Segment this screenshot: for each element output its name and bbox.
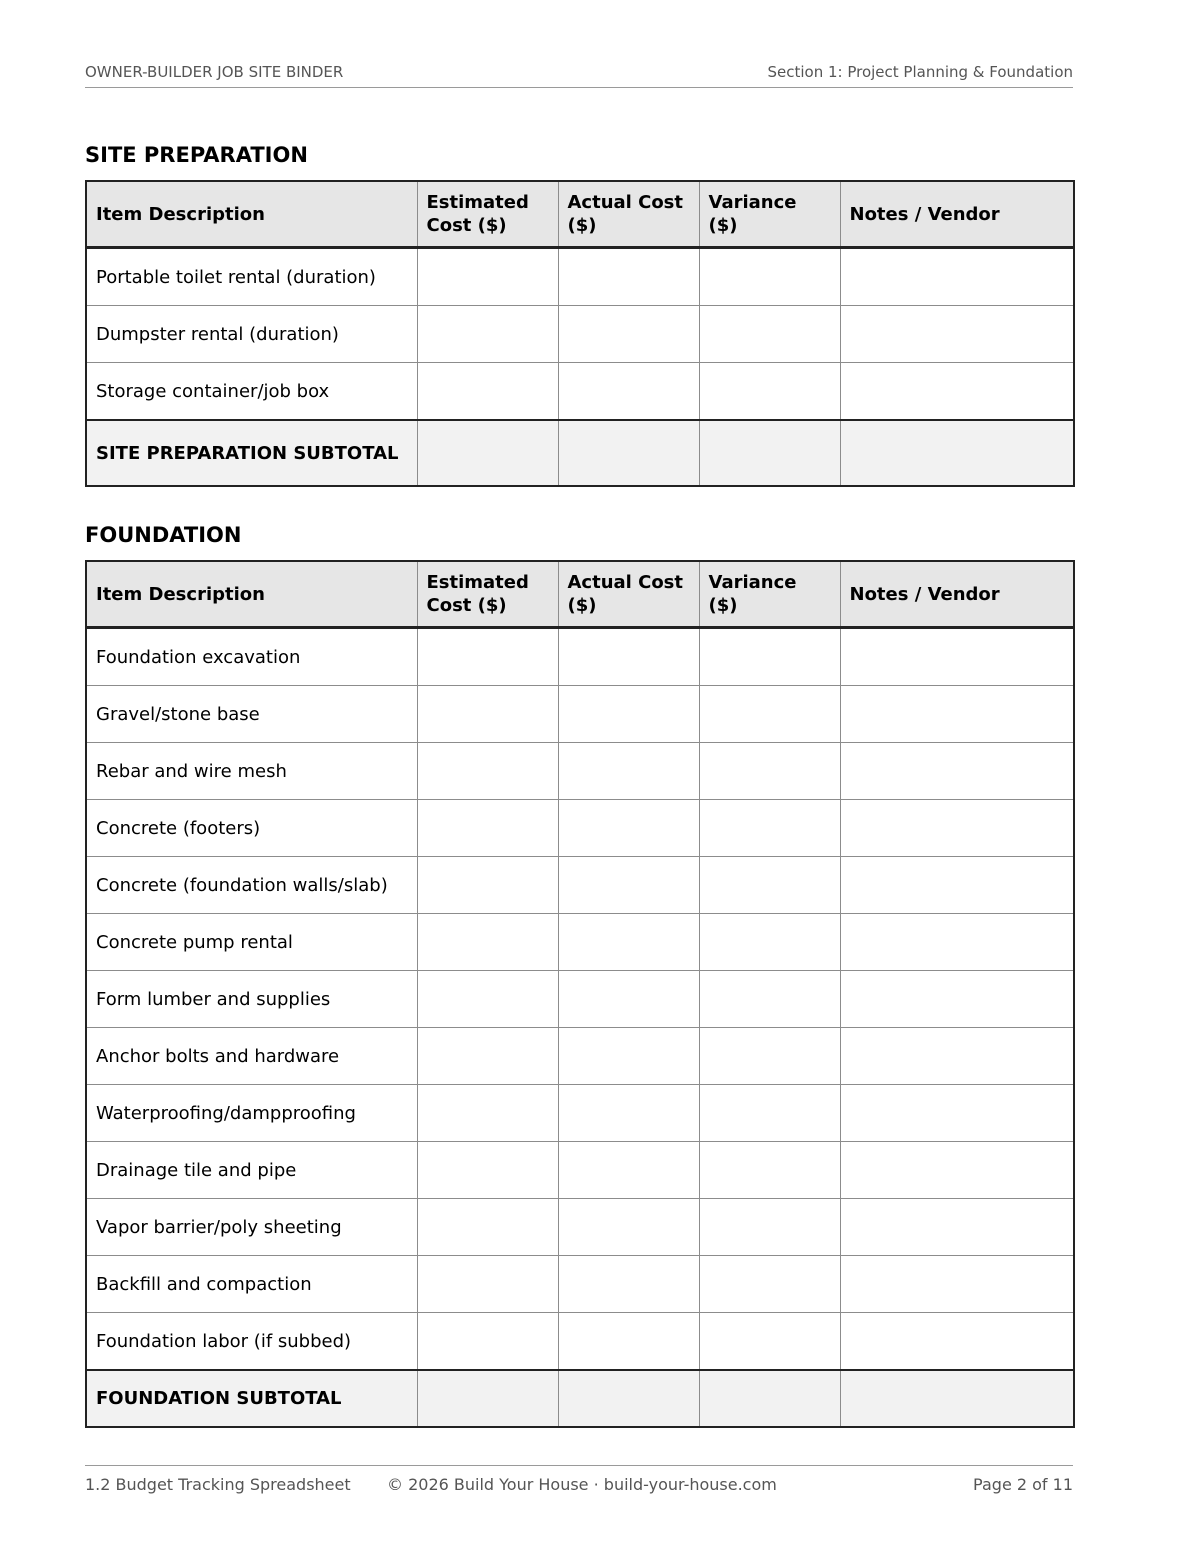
estimated-cost-cell[interactable] [417, 914, 558, 971]
variance-cell[interactable] [699, 1256, 840, 1313]
subtotal-label: FOUNDATION SUBTOTAL [86, 1370, 417, 1427]
table-row [86, 1256, 1074, 1313]
item-description-cell: Foundation labor (if subbed) [86, 1313, 417, 1371]
actual-cost-cell[interactable] [558, 363, 699, 421]
foundation-table [85, 560, 1075, 1428]
site-preparation-title: SITE PREPARATION [85, 143, 308, 167]
variance-cell[interactable] [699, 686, 840, 743]
notes-vendor-cell[interactable] [840, 1085, 1074, 1142]
subtotal-row [86, 420, 1074, 486]
notes-vendor-cell[interactable] [840, 363, 1074, 421]
table-row [86, 857, 1074, 914]
actual-cost-subtotal-cell[interactable] [558, 420, 699, 486]
item-description-cell: Foundation excavation [86, 628, 417, 686]
notes-vendor-cell[interactable] [840, 306, 1074, 363]
table-row [86, 1028, 1074, 1085]
notes-vendor-subtotal-cell[interactable] [840, 420, 1074, 486]
item-description-cell: Rebar and wire mesh [86, 743, 417, 800]
actual-cost-cell[interactable] [558, 1199, 699, 1256]
table-row [86, 743, 1074, 800]
column-header-estimated-cost: Estimated Cost ($) [417, 181, 558, 248]
notes-vendor-cell[interactable] [840, 914, 1074, 971]
notes-vendor-cell[interactable] [840, 1256, 1074, 1313]
table-header-row [86, 181, 1074, 248]
estimated-cost-cell[interactable] [417, 971, 558, 1028]
item-description-cell: Portable toilet rental (duration) [86, 248, 417, 306]
estimated-cost-cell[interactable] [417, 1199, 558, 1256]
table-header-row [86, 561, 1074, 628]
variance-cell[interactable] [699, 1199, 840, 1256]
estimated-cost-cell[interactable] [417, 743, 558, 800]
notes-vendor-cell[interactable] [840, 628, 1074, 686]
variance-cell[interactable] [699, 743, 840, 800]
notes-vendor-cell[interactable] [840, 1199, 1074, 1256]
copyright-notice: © 2026 Build Your House · build-your-house.com [387, 1475, 777, 1494]
estimated-cost-cell[interactable] [417, 1028, 558, 1085]
item-description-cell: Form lumber and supplies [86, 971, 417, 1028]
actual-cost-cell[interactable] [558, 800, 699, 857]
estimated-cost-cell[interactable] [417, 1313, 558, 1371]
column-header-actual-cost: Actual Cost ($) [558, 181, 699, 248]
variance-cell[interactable] [699, 800, 840, 857]
table-row [86, 686, 1074, 743]
table-row [86, 914, 1074, 971]
actual-cost-cell[interactable] [558, 628, 699, 686]
estimated-cost-cell[interactable] [417, 628, 558, 686]
actual-cost-cell[interactable] [558, 306, 699, 363]
item-description-cell: Dumpster rental (duration) [86, 306, 417, 363]
variance-cell[interactable] [699, 914, 840, 971]
variance-cell[interactable] [699, 1028, 840, 1085]
item-description-cell: Anchor bolts and hardware [86, 1028, 417, 1085]
variance-cell[interactable] [699, 306, 840, 363]
variance-cell[interactable] [699, 857, 840, 914]
actual-cost-cell[interactable] [558, 248, 699, 306]
estimated-cost-cell[interactable] [417, 800, 558, 857]
item-description-cell: Vapor barrier/poly sheeting [86, 1199, 417, 1256]
notes-vendor-cell[interactable] [840, 800, 1074, 857]
actual-cost-cell[interactable] [558, 1085, 699, 1142]
table-row [86, 248, 1074, 306]
column-header-notes-vendor: Notes / Vendor [840, 561, 1074, 628]
estimated-cost-cell[interactable] [417, 686, 558, 743]
site-preparation-table [85, 180, 1075, 487]
actual-cost-subtotal-cell[interactable] [558, 1370, 699, 1427]
notes-vendor-cell[interactable] [840, 857, 1074, 914]
item-description-cell: Concrete (footers) [86, 800, 417, 857]
item-description-cell: Waterproofing/dampproofing [86, 1085, 417, 1142]
column-header-actual-cost: Actual Cost ($) [558, 561, 699, 628]
section-label: Section 1: Project Planning & Foundation [767, 63, 1073, 81]
table-row [86, 628, 1074, 686]
notes-vendor-cell[interactable] [840, 686, 1074, 743]
item-description-cell: Backfill and compaction [86, 1256, 417, 1313]
subtotal-label: SITE PREPARATION SUBTOTAL [86, 420, 417, 486]
actual-cost-cell[interactable] [558, 743, 699, 800]
estimated-cost-cell[interactable] [417, 1256, 558, 1313]
variance-cell[interactable] [699, 628, 840, 686]
item-description-cell: Concrete pump rental [86, 914, 417, 971]
table-row [86, 1142, 1074, 1199]
table-row [86, 1085, 1074, 1142]
actual-cost-cell[interactable] [558, 1142, 699, 1199]
actual-cost-cell[interactable] [558, 1028, 699, 1085]
document-name: 1.2 Budget Tracking Spreadsheet [85, 1475, 351, 1494]
actual-cost-cell[interactable] [558, 686, 699, 743]
variance-cell[interactable] [699, 1313, 840, 1371]
notes-vendor-cell[interactable] [840, 1142, 1074, 1199]
column-header-item-description: Item Description [86, 561, 417, 628]
variance-subtotal-cell[interactable] [699, 420, 840, 486]
page-number: Page 2 of 11 [973, 1475, 1073, 1494]
estimated-cost-cell[interactable] [417, 1085, 558, 1142]
subtotal-row [86, 1370, 1074, 1427]
variance-cell[interactable] [699, 363, 840, 421]
variance-cell[interactable] [699, 1085, 840, 1142]
column-header-notes-vendor: Notes / Vendor [840, 181, 1074, 248]
notes-vendor-subtotal-cell[interactable] [840, 1370, 1074, 1427]
column-header-estimated-cost: Estimated Cost ($) [417, 561, 558, 628]
actual-cost-cell[interactable] [558, 914, 699, 971]
page-header [85, 60, 1073, 88]
actual-cost-cell[interactable] [558, 1256, 699, 1313]
table-row [86, 1199, 1074, 1256]
page-footer [85, 1465, 1073, 1496]
foundation-title: FOUNDATION [85, 523, 242, 547]
column-header-variance: Variance ($) [699, 181, 840, 248]
estimated-cost-subtotal-cell[interactable] [417, 1370, 558, 1427]
item-description-cell: Concrete (foundation walls/slab) [86, 857, 417, 914]
column-header-variance: Variance ($) [699, 561, 840, 628]
notes-vendor-cell[interactable] [840, 743, 1074, 800]
variance-subtotal-cell[interactable] [699, 1370, 840, 1427]
table-row [86, 306, 1074, 363]
variance-cell[interactable] [699, 248, 840, 306]
estimated-cost-cell[interactable] [417, 306, 558, 363]
table-row [86, 800, 1074, 857]
item-description-cell: Storage container/job box [86, 363, 417, 421]
notes-vendor-cell[interactable] [840, 248, 1074, 306]
variance-cell[interactable] [699, 1142, 840, 1199]
estimated-cost-cell[interactable] [417, 363, 558, 421]
table-row [86, 363, 1074, 421]
notes-vendor-cell[interactable] [840, 971, 1074, 1028]
estimated-cost-cell[interactable] [417, 248, 558, 306]
estimated-cost-cell[interactable] [417, 1142, 558, 1199]
actual-cost-cell[interactable] [558, 971, 699, 1028]
actual-cost-cell[interactable] [558, 1313, 699, 1371]
actual-cost-cell[interactable] [558, 857, 699, 914]
column-header-item-description: Item Description [86, 181, 417, 248]
notes-vendor-cell[interactable] [840, 1313, 1074, 1371]
table-row [86, 971, 1074, 1028]
binder-title: OWNER-BUILDER JOB SITE BINDER [85, 63, 344, 81]
notes-vendor-cell[interactable] [840, 1028, 1074, 1085]
variance-cell[interactable] [699, 971, 840, 1028]
estimated-cost-subtotal-cell[interactable] [417, 420, 558, 486]
estimated-cost-cell[interactable] [417, 857, 558, 914]
table-row [86, 1313, 1074, 1371]
item-description-cell: Drainage tile and pipe [86, 1142, 417, 1199]
item-description-cell: Gravel/stone base [86, 686, 417, 743]
